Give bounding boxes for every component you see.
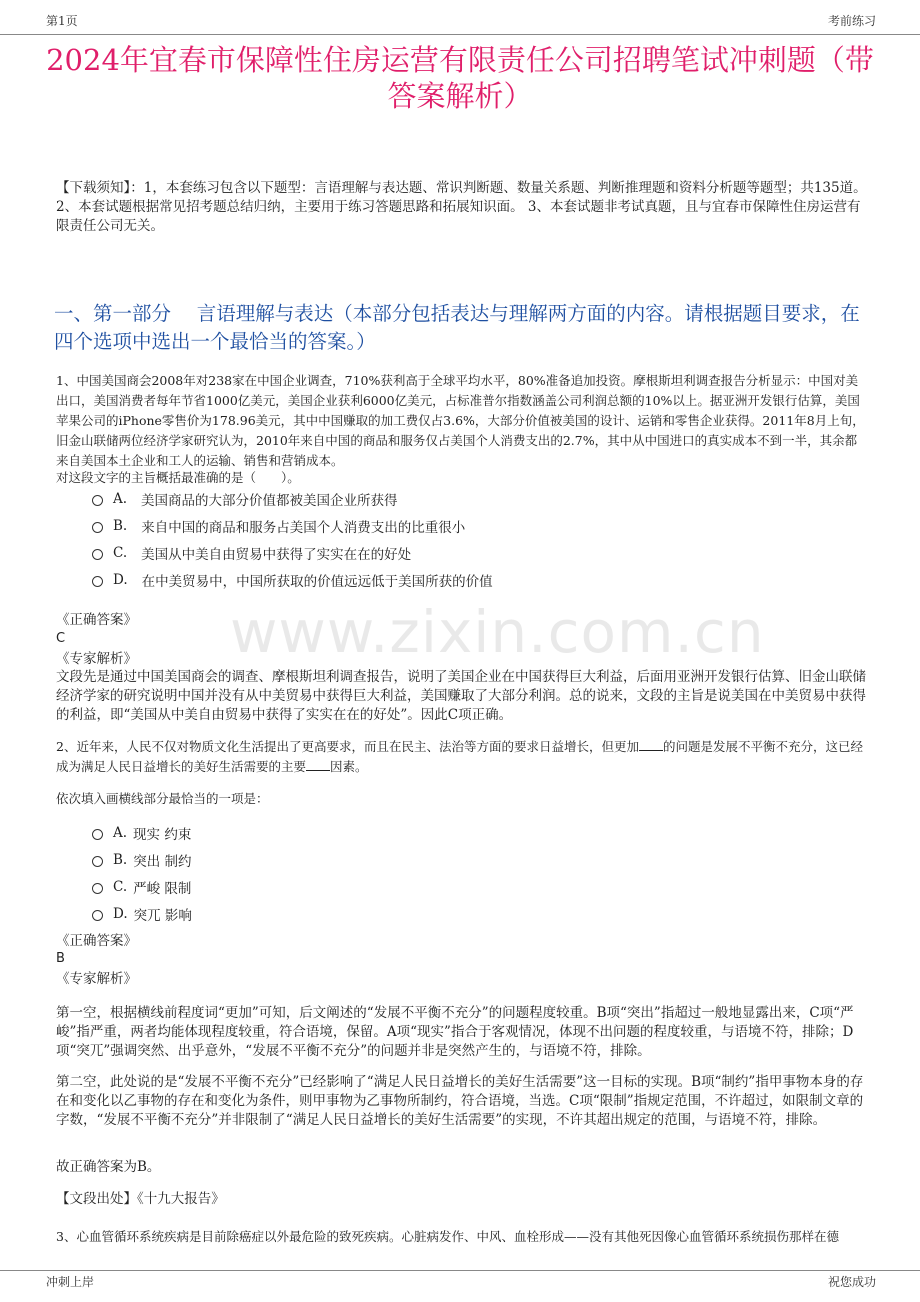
option-a[interactable]: A. 现实 约束 [92,819,692,846]
download-notice: 【下载须知】：1，本套练习包含以下题型：言语理解与表达题、常识判断题、数量关系题、判断推理题和资料分析题等题型；共135道。 2、本套试题根据常见招考题总结归纳，主要用于练习答题思路和拓展知识面。 3、本套试题非考试真题，且与宜春市保障性住房运营有限责任公司无关。 [56,180,867,234]
radio-icon[interactable] [92,495,103,506]
fill-blank [639,738,663,751]
document-title: 2024年宜春市保障性住房运营有限责任公司招聘笔试冲刺题（带答案解析） [46,43,874,113]
page-header [0,12,920,35]
answer-value: B [56,951,65,966]
question-1-options [92,485,692,593]
option-c[interactable]: C. 美国从中美自由贸易中获得了实实在在的好处 [92,539,692,566]
conclusion: 故正确答案为B。 [56,1159,161,1175]
question-1-prompt: 对这段文字的主旨概括最准确的是（ ）。 [56,470,300,485]
question-3-text: 3、心血管循环系统疾病是目前除癌症以外最危险的致死疾病。心脏病发作、中风、血栓形成——没有其他死因像心血管循环系统损伤那样在德 [56,1229,839,1244]
question-1-text: 1、中国美国商会2008年对238家在中国企业调查，710%获利高于全球平均水平，80%准备追加投资。摩根斯坦利调查报告分析显示：中国对美出口，美国消费者每年节省1000亿美元，美国企业获利6000亿美元，占标准普尔指数涵盖公司利润总额的10%以上。据亚洲开发银行估算，美国苹果公司的iPhone零售价为178.96美元，其中中国赚取的加工费仅占3.6%，大部分价值被美国的设计、运销和零售企业获得。2011年8月上旬，旧金山联储两位经济学家研究认为，2010年来自中国的商品和服务仅占美国个人消费支出的2.7%，其中从中国进口的真实成本不到一半，其余都来自美国本土企业和工人的运输、销售和营销成本。 [56,373,865,468]
radio-icon[interactable] [92,883,103,894]
watermark: www.zixin.com.cn [230,598,765,666]
option-d[interactable]: D. 突兀 影响 [92,900,692,927]
page-number: 第1页 [46,14,78,28]
fill-blank [306,758,330,771]
analysis-paragraph-2: 第二空，此处说的是“发展不平衡不充分”已经影响了“满足人民日益增长的美好生活需要”这一目标的实现。B项“制约”指甲事物本身的存在和变化以乙事物的存在和变化为条件，则甲事物为乙事物所制约，符合语境，当选。C项“限制”指规定范围，不许超过，如限制文章的字数，“发展不平衡不充分”并非限制了“满足人民日益增长的美好生活需要”的实现，不许其超出规定的范围，与语境不符，排除。 [56,1074,864,1128]
analysis-text: 文段先是通过中国美国商会的调查、摩根斯坦利调查报告，说明了美国企业在中国获得巨大利益，后面用亚洲开发银行估算、旧金山联储经济学家的研究说明中国并没有从中美贸易中获得巨大利益，美国赚取了大部分利润。总的说来，文段的主旨是说美国在中美贸易中获得的利益，即“美国从中美自由贸易中获得了实实在在的好处”。因此C项正确。 [56,669,866,723]
analysis-label: 《专家解析》 [56,971,137,987]
radio-icon[interactable] [92,549,103,560]
header-tag: 考前练习 [827,14,876,28]
question-2-text: 2、近年来，人民不仅对物质文化生活提出了更高要求，而且在民主、法治等方面的要求日益增长，但更加 的问题是发展不平衡不充分，这已经成为满足人民日益增长的美好生活需要的主要 因素。 [56,739,863,774]
footer-right: 祝您成功 [827,1275,876,1289]
radio-icon[interactable] [92,576,103,587]
analysis-paragraph-1: 第一空，根据横线前程度词“更加”可知，后文阐述的“发展不平衡不充分”的问题程度较重。B项“突出”指超过一般地显露出来，C项“严峻”指严重，两者均能体现程度较重，符合语境，保留。A项“现实”指合于客观情况，体现不出问题的程度较重，与语境不符，排除；D项“突兀”强调突然、出乎意外，“发展不平衡不充分”的问题并非是突然产生的，与语境不符，排除。 [56,1005,854,1059]
footer-left: 冲刺上岸 [46,1275,95,1289]
source-citation: 【文段出处】《十九大报告》 [56,1191,225,1207]
section-title: 一、第一部分 言语理解与表达（本部分包括表达与理解两方面的内容。请根据题目要求，在四个选项中选出一个最恰当的答案。） [54,302,860,353]
answer-label: 《正确答案》 [56,933,137,949]
option-a[interactable]: A. 美国商品的大部分价值都被美国企业所获得 [92,485,692,512]
option-b[interactable]: B. 来自中国的商品和服务占美国个人消费支出的比重很小 [92,512,692,539]
option-d[interactable]: D. 在中美贸易中，中国所获取的价值远远低于美国所获的价值 [92,566,692,593]
radio-icon[interactable] [92,856,103,867]
page-footer [0,1270,920,1293]
question-2-prompt: 依次填入画横线部分最恰当的一项是： [56,791,269,806]
option-c[interactable]: C. 严峻 限制 [92,873,692,900]
radio-icon[interactable] [92,910,103,921]
radio-icon[interactable] [92,829,103,840]
answer-label: 《正确答案》 [56,612,137,628]
question-2-options [92,819,692,927]
analysis-label: 《专家解析》 [56,651,137,667]
answer-value: C [56,631,66,646]
option-b[interactable]: B. 突出 制约 [92,846,692,873]
radio-icon[interactable] [92,522,103,533]
